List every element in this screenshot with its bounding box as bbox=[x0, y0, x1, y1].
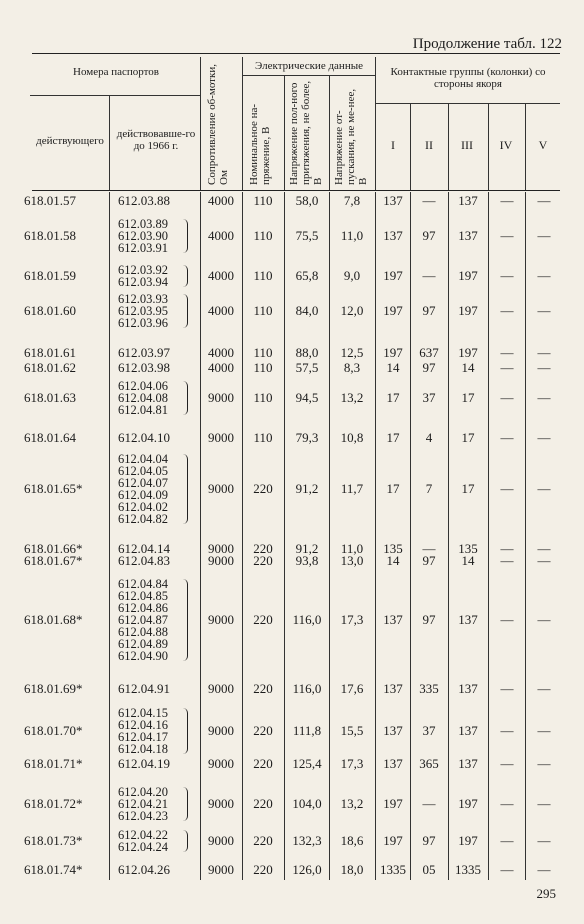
cell-c1: 137 bbox=[383, 228, 403, 243]
cell-c3: 197 bbox=[458, 345, 478, 360]
cell-old-passports bbox=[118, 380, 168, 416]
cell-r: 9000 bbox=[208, 541, 234, 556]
cell-c3: 17 bbox=[461, 481, 475, 496]
cell-c5: — bbox=[537, 228, 551, 243]
cell-r: 9000 bbox=[208, 553, 234, 568]
cell-c5: — bbox=[537, 390, 551, 405]
cell-old-passports bbox=[118, 218, 168, 254]
cell-nom: 220 bbox=[253, 756, 273, 771]
cell-nom: 110 bbox=[253, 303, 273, 318]
cell-rel: 13,0 bbox=[340, 553, 364, 568]
cell-r: 9000 bbox=[208, 756, 234, 771]
cell-nom: 220 bbox=[253, 833, 273, 848]
cell-c1: 135 bbox=[383, 541, 403, 556]
cell-c2: — bbox=[422, 268, 436, 283]
cell-rel: 10,8 bbox=[340, 430, 364, 445]
cell-c3: 135 bbox=[458, 541, 478, 556]
cell-current-passport: 618.01.61 bbox=[24, 345, 76, 360]
cell-c3: 137 bbox=[458, 193, 478, 208]
header-electrical-data: Электрические данные bbox=[255, 60, 363, 72]
old-passport-number: 612.04.10 bbox=[118, 430, 170, 445]
cell-c3: 137 bbox=[458, 228, 478, 243]
table-top-rule bbox=[32, 53, 560, 54]
cell-nom: 220 bbox=[253, 541, 273, 556]
cell-full: 126,0 bbox=[292, 862, 322, 877]
cell-nom: 220 bbox=[253, 862, 273, 877]
cell-c4: — bbox=[500, 481, 514, 496]
cell-c1: 137 bbox=[383, 756, 403, 771]
header-divider bbox=[284, 75, 285, 190]
cell-c1: 1335 bbox=[380, 862, 406, 877]
cell-r: 9000 bbox=[208, 833, 234, 848]
cell-full: 79,3 bbox=[295, 430, 319, 445]
cell-c5: — bbox=[537, 553, 551, 568]
cell-current-passport: 618.01.70* bbox=[24, 723, 83, 738]
cell-nom: 110 bbox=[253, 390, 273, 405]
cell-c4: — bbox=[500, 756, 514, 771]
cell-r: 9000 bbox=[208, 612, 234, 627]
cell-c1: 197 bbox=[383, 303, 403, 318]
cell-c3: 197 bbox=[458, 303, 478, 318]
old-passport-number: 612.04.07 bbox=[118, 476, 168, 490]
brace-mark bbox=[183, 265, 188, 287]
cell-c4: — bbox=[500, 723, 514, 738]
cell-c4: — bbox=[500, 430, 514, 445]
cell-r: 9000 bbox=[208, 796, 234, 811]
old-passport-number: 612.04.08 bbox=[118, 391, 168, 405]
cell-rel: 15,5 bbox=[340, 723, 364, 738]
old-passport-number: 612.04.14 bbox=[118, 541, 170, 556]
cell-rel: 12,5 bbox=[340, 345, 364, 360]
header-bottom-rule bbox=[32, 190, 560, 191]
cell-c5: — bbox=[537, 430, 551, 445]
cell-old-passports bbox=[118, 786, 168, 822]
header-contact-groups: Контактные группы (колонки) со стороны якоря bbox=[390, 66, 546, 90]
cell-current-passport: 618.01.69* bbox=[24, 681, 83, 696]
cell-current-passport: 618.01.65* bbox=[24, 481, 83, 496]
cell-old-passports bbox=[118, 264, 168, 288]
cell-c5: — bbox=[537, 360, 551, 375]
cell-c4: — bbox=[500, 228, 514, 243]
body-divider bbox=[488, 192, 489, 880]
cell-c5: — bbox=[537, 303, 551, 318]
cell-c5: — bbox=[537, 681, 551, 696]
old-passport-number: 612.03.89 bbox=[118, 217, 168, 231]
cell-c5: — bbox=[537, 796, 551, 811]
cell-c1: 197 bbox=[383, 796, 403, 811]
cell-full: 58,0 bbox=[295, 193, 319, 208]
cell-full: 84,0 bbox=[295, 303, 319, 318]
cell-c4: — bbox=[500, 193, 514, 208]
header-col-v: V bbox=[538, 138, 548, 152]
cell-nom: 220 bbox=[253, 681, 273, 696]
header-divider bbox=[242, 57, 243, 190]
cell-current-passport: 618.01.71* bbox=[24, 756, 83, 771]
cell-c1: 197 bbox=[383, 833, 403, 848]
header-divider bbox=[242, 75, 375, 76]
cell-r: 4000 bbox=[208, 228, 234, 243]
cell-c1: 197 bbox=[383, 345, 403, 360]
cell-full: 116,0 bbox=[292, 612, 322, 627]
cell-c2: 37 bbox=[422, 390, 436, 405]
old-passport-number: 612.04.88 bbox=[118, 625, 168, 639]
old-passport-number: 612.03.91 bbox=[118, 241, 168, 255]
cell-nom: 110 bbox=[253, 345, 273, 360]
cell-full: 111,8 bbox=[292, 723, 322, 738]
cell-c5: — bbox=[537, 541, 551, 556]
cell-full: 94,5 bbox=[295, 390, 319, 405]
cell-c1: 137 bbox=[383, 681, 403, 696]
old-passport-number: 612.03.93 bbox=[118, 292, 168, 306]
cell-current-passport: 618.01.58 bbox=[24, 228, 76, 243]
cell-r: 9000 bbox=[208, 390, 234, 405]
cell-current-passport: 618.01.59 bbox=[24, 268, 76, 283]
old-passport-number: 612.03.94 bbox=[118, 275, 168, 289]
old-passport-number: 612.04.16 bbox=[118, 718, 168, 732]
header-full-pickup-voltage: Напряжение пол-ного притяжения, не более, В bbox=[288, 80, 324, 185]
cell-old-passports bbox=[118, 707, 168, 755]
brace-mark bbox=[183, 708, 188, 754]
brace-mark bbox=[183, 579, 188, 661]
cell-c3: 137 bbox=[458, 612, 478, 627]
old-passport-number: 612.04.87 bbox=[118, 613, 168, 627]
cell-c4: — bbox=[500, 268, 514, 283]
brace-mark bbox=[183, 294, 188, 328]
cell-c4: — bbox=[500, 553, 514, 568]
cell-c1: 17 bbox=[386, 481, 400, 496]
cell-c5: — bbox=[537, 345, 551, 360]
old-passport-number: 612.04.91 bbox=[118, 681, 170, 696]
cell-full: 75,5 bbox=[295, 228, 319, 243]
cell-c4: — bbox=[500, 862, 514, 877]
cell-c5: — bbox=[537, 833, 551, 848]
cell-nom: 220 bbox=[253, 796, 273, 811]
cell-old-passports bbox=[118, 453, 168, 525]
old-passport-number: 612.04.09 bbox=[118, 488, 168, 502]
old-passport-number: 612.04.83 bbox=[118, 553, 170, 568]
body-divider bbox=[329, 192, 330, 880]
header-divider bbox=[200, 57, 201, 190]
cell-c1: 137 bbox=[383, 723, 403, 738]
cell-c3: 17 bbox=[461, 390, 475, 405]
old-passport-number: 612.04.05 bbox=[118, 464, 168, 478]
cell-c3: 197 bbox=[458, 796, 478, 811]
brace-mark bbox=[183, 830, 188, 852]
cell-old-passports bbox=[118, 362, 170, 374]
cell-current-passport: 618.01.74* bbox=[24, 862, 83, 877]
cell-c3: 197 bbox=[458, 833, 478, 848]
cell-rel: 18,0 bbox=[340, 862, 364, 877]
header-passport-numbers: Номера паспортов bbox=[73, 66, 159, 78]
cell-rel: 11,0 bbox=[340, 541, 364, 556]
cell-nom: 220 bbox=[253, 612, 273, 627]
old-passport-number: 612.03.95 bbox=[118, 304, 168, 318]
cell-c2: 97 bbox=[422, 228, 436, 243]
cell-r: 4000 bbox=[208, 303, 234, 318]
cell-rel: 8,3 bbox=[343, 360, 361, 375]
cell-c1: 17 bbox=[386, 430, 400, 445]
cell-r: 9000 bbox=[208, 681, 234, 696]
cell-c3: 137 bbox=[458, 756, 478, 771]
old-passport-number: 612.04.19 bbox=[118, 756, 170, 771]
old-passport-number: 612.04.89 bbox=[118, 637, 168, 651]
table-caption: Продолжение табл. 122 bbox=[412, 36, 562, 52]
old-passport-number: 612.04.04 bbox=[118, 452, 168, 466]
cell-c4: — bbox=[500, 796, 514, 811]
cell-r: 4000 bbox=[208, 193, 234, 208]
cell-current-passport: 618.01.57 bbox=[24, 193, 76, 208]
cell-full: 88,0 bbox=[295, 345, 319, 360]
cell-nom: 110 bbox=[253, 268, 273, 283]
cell-c2: 365 bbox=[419, 756, 439, 771]
header-col-ii: II bbox=[425, 138, 433, 152]
cell-c2: 97 bbox=[422, 360, 436, 375]
old-passport-number: 612.04.82 bbox=[118, 512, 168, 526]
cell-c4: — bbox=[500, 360, 514, 375]
cell-old-passports bbox=[118, 578, 168, 662]
cell-current-passport: 618.01.62 bbox=[24, 360, 76, 375]
cell-c1: 14 bbox=[386, 553, 400, 568]
cell-full: 91,2 bbox=[295, 541, 319, 556]
cell-c4: — bbox=[500, 833, 514, 848]
cell-r: 4000 bbox=[208, 345, 234, 360]
old-passport-number: 612.03.98 bbox=[118, 360, 170, 375]
cell-rel: 18,6 bbox=[340, 833, 364, 848]
cell-c2: 4 bbox=[425, 430, 433, 445]
old-passport-number: 612.04.24 bbox=[118, 840, 168, 854]
old-passport-number: 612.04.84 bbox=[118, 577, 168, 591]
cell-c2: 97 bbox=[422, 612, 436, 627]
cell-rel: 13,2 bbox=[340, 390, 364, 405]
header-divider bbox=[329, 75, 330, 190]
old-passport-number: 612.04.81 bbox=[118, 403, 168, 417]
cell-current-passport: 618.01.66* bbox=[24, 541, 83, 556]
cell-old-passports bbox=[118, 829, 168, 853]
header-divider bbox=[375, 103, 560, 104]
old-passport-number: 612.04.85 bbox=[118, 589, 168, 603]
cell-nom: 110 bbox=[253, 360, 273, 375]
cell-c5: — bbox=[537, 481, 551, 496]
page-number: 295 bbox=[536, 886, 556, 901]
cell-full: 104,0 bbox=[292, 796, 322, 811]
header-valid-until: действовавше-го до 1966 г. bbox=[116, 128, 196, 152]
cell-nom: 110 bbox=[253, 430, 273, 445]
brace-mark bbox=[183, 381, 188, 415]
cell-c4: — bbox=[500, 612, 514, 627]
cell-nom: 220 bbox=[253, 553, 273, 568]
cell-c2: 37 bbox=[422, 723, 436, 738]
old-passport-number: 612.04.02 bbox=[118, 500, 168, 514]
cell-c5: — bbox=[537, 268, 551, 283]
cell-full: 91,2 bbox=[295, 481, 319, 496]
cell-old-passports bbox=[118, 555, 170, 567]
cell-rel: 12,0 bbox=[340, 303, 364, 318]
body-divider bbox=[448, 192, 449, 880]
cell-r: 9000 bbox=[208, 723, 234, 738]
cell-current-passport: 618.01.64 bbox=[24, 430, 76, 445]
cell-c2: — bbox=[422, 541, 436, 556]
cell-c2: — bbox=[422, 796, 436, 811]
header-divider bbox=[30, 95, 200, 96]
cell-r: 9000 bbox=[208, 481, 234, 496]
old-passport-number: 612.04.26 bbox=[118, 862, 170, 877]
body-divider bbox=[242, 192, 243, 880]
body-divider bbox=[109, 192, 110, 880]
cell-c2: 97 bbox=[422, 303, 436, 318]
cell-rel: 11,7 bbox=[340, 481, 364, 496]
cell-c2: 637 bbox=[419, 345, 439, 360]
cell-rel: 17,3 bbox=[340, 612, 364, 627]
cell-current-passport: 618.01.67* bbox=[24, 553, 83, 568]
cell-rel: 13,2 bbox=[340, 796, 364, 811]
header-current: действующего bbox=[36, 135, 104, 147]
cell-full: 93,8 bbox=[295, 553, 319, 568]
cell-old-passports bbox=[118, 432, 170, 444]
cell-nom: 220 bbox=[253, 723, 273, 738]
cell-c5: — bbox=[537, 723, 551, 738]
old-passport-number: 612.04.90 bbox=[118, 649, 168, 663]
cell-c1: 137 bbox=[383, 612, 403, 627]
cell-rel: 9,0 bbox=[343, 268, 361, 283]
cell-c4: — bbox=[500, 541, 514, 556]
cell-c3: 137 bbox=[458, 723, 478, 738]
cell-full: 65,8 bbox=[295, 268, 319, 283]
cell-c3: 14 bbox=[461, 360, 475, 375]
cell-c3: 14 bbox=[461, 553, 475, 568]
cell-current-passport: 618.01.68* bbox=[24, 612, 83, 627]
brace-mark bbox=[183, 787, 188, 821]
cell-c2: 97 bbox=[422, 553, 436, 568]
cell-c5: — bbox=[537, 193, 551, 208]
header-resistance: Сопротивление об-мотки, Ом bbox=[206, 64, 230, 185]
cell-r: 4000 bbox=[208, 360, 234, 375]
cell-nom: 110 bbox=[253, 228, 273, 243]
cell-old-passports bbox=[118, 293, 168, 329]
cell-c2: — bbox=[422, 193, 436, 208]
header-release-voltage: Напряжение от-пускания, не ме-нее, В bbox=[333, 88, 369, 185]
old-passport-number: 612.04.18 bbox=[118, 742, 168, 756]
old-passport-number: 612.04.22 bbox=[118, 828, 168, 842]
cell-c1: 14 bbox=[386, 360, 400, 375]
cell-c3: 197 bbox=[458, 268, 478, 283]
cell-c5: — bbox=[537, 612, 551, 627]
cell-c4: — bbox=[500, 390, 514, 405]
header-col-iv: IV bbox=[499, 138, 513, 152]
old-passport-number: 612.03.97 bbox=[118, 345, 170, 360]
cell-c3: 17 bbox=[461, 430, 475, 445]
cell-r: 4000 bbox=[208, 268, 234, 283]
cell-r: 9000 bbox=[208, 862, 234, 877]
cell-nom: 220 bbox=[253, 481, 273, 496]
cell-full: 132,3 bbox=[292, 833, 322, 848]
cell-c4: — bbox=[500, 303, 514, 318]
cell-c3: 137 bbox=[458, 681, 478, 696]
cell-c2: 335 bbox=[419, 681, 439, 696]
old-passport-number: 612.04.86 bbox=[118, 601, 168, 615]
cell-c4: — bbox=[500, 681, 514, 696]
cell-c2: 97 bbox=[422, 833, 436, 848]
brace-mark bbox=[183, 219, 188, 253]
cell-old-passports bbox=[118, 347, 170, 359]
header-col-iii: III bbox=[461, 138, 473, 152]
cell-c2: 05 bbox=[422, 862, 436, 877]
header-nominal-voltage: Номинальное на-пряжение, В bbox=[248, 103, 272, 185]
cell-rel: 17,3 bbox=[340, 756, 364, 771]
old-passport-number: 612.03.88 bbox=[118, 193, 170, 208]
header-col-i: I bbox=[391, 138, 395, 152]
body-divider bbox=[525, 192, 526, 880]
old-passport-number: 612.04.21 bbox=[118, 797, 168, 811]
cell-full: 116,0 bbox=[292, 681, 322, 696]
cell-current-passport: 618.01.60 bbox=[24, 303, 76, 318]
cell-old-passports bbox=[118, 758, 170, 770]
body-divider bbox=[284, 192, 285, 880]
cell-full: 57,5 bbox=[295, 360, 319, 375]
cell-current-passport: 618.01.73* bbox=[24, 833, 83, 848]
old-passport-number: 612.04.15 bbox=[118, 706, 168, 720]
cell-c1: 137 bbox=[383, 193, 403, 208]
cell-current-passport: 618.01.72* bbox=[24, 796, 83, 811]
body-divider bbox=[375, 192, 376, 880]
cell-c2: 7 bbox=[425, 481, 433, 496]
old-passport-number: 612.04.23 bbox=[118, 809, 168, 823]
cell-c5: — bbox=[537, 756, 551, 771]
cell-nom: 110 bbox=[253, 193, 273, 208]
cell-old-passports bbox=[118, 683, 170, 695]
old-passport-number: 612.03.96 bbox=[118, 316, 168, 330]
cell-c5: — bbox=[537, 862, 551, 877]
brace-mark bbox=[183, 454, 188, 524]
old-passport-number: 612.04.17 bbox=[118, 730, 168, 744]
cell-c3: 1335 bbox=[455, 862, 481, 877]
body-divider bbox=[410, 192, 411, 880]
cell-old-passports bbox=[118, 864, 170, 876]
cell-c4: — bbox=[500, 345, 514, 360]
cell-r: 9000 bbox=[208, 430, 234, 445]
cell-c1: 17 bbox=[386, 390, 400, 405]
cell-old-passports bbox=[118, 195, 170, 207]
old-passport-number: 612.03.90 bbox=[118, 229, 168, 243]
old-passport-number: 612.03.92 bbox=[118, 263, 168, 277]
body-divider bbox=[200, 192, 201, 880]
cell-full: 125,4 bbox=[292, 756, 322, 771]
cell-rel: 17,6 bbox=[340, 681, 364, 696]
old-passport-number: 612.04.20 bbox=[118, 785, 168, 799]
old-passport-number: 612.04.06 bbox=[118, 379, 168, 393]
cell-rel: 11,0 bbox=[340, 228, 364, 243]
cell-c1: 197 bbox=[383, 268, 403, 283]
cell-current-passport: 618.01.63 bbox=[24, 390, 76, 405]
cell-rel: 7,8 bbox=[343, 193, 361, 208]
